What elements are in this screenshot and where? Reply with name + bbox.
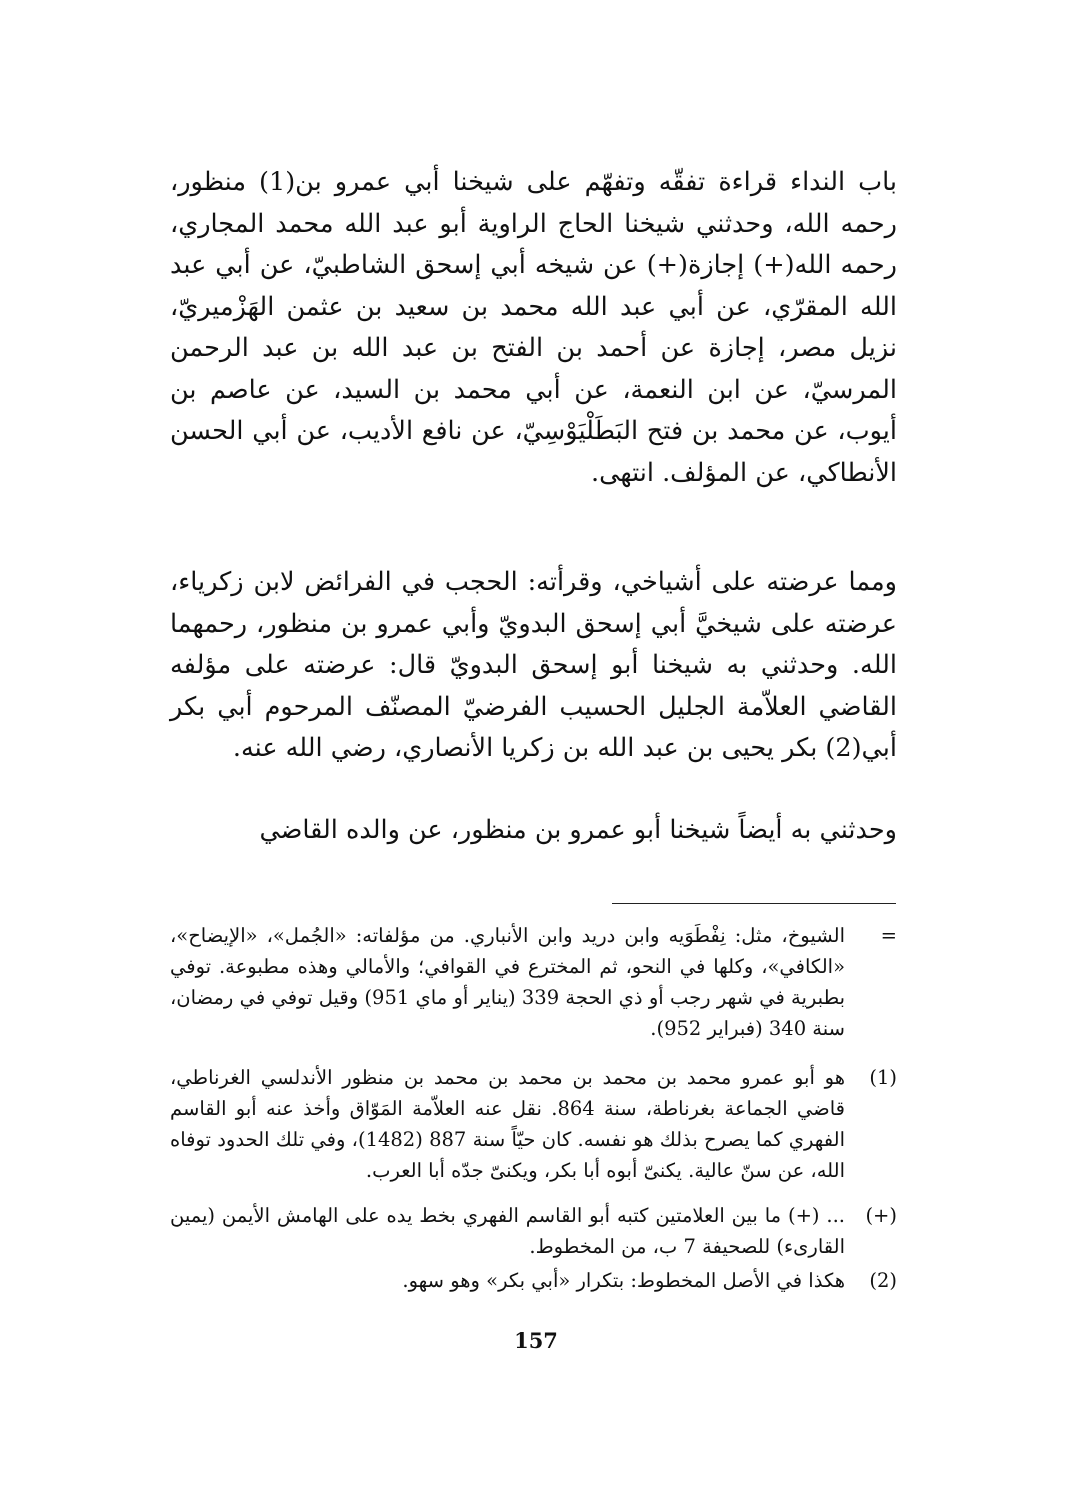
footnote-mark: (1) — [869, 1066, 897, 1089]
footnote-text: الشيوخ، مثل: نِفْطَوَيه وابن دريد وابن الأنباري. من مؤلفاته: «الجُمل»، «الإيضاح»، «الكافي»، وكلها في النحو، ثم المخترع في القوافي؛ والأمالي وهذه مطبوعة. توفي بطبرية في شهر رجب أو ذي الحجة 339 (يناير أو ماي 951) وقيل توفي في رمضان، سنة 340 (فبراير 952). — [170, 924, 845, 1040]
footnote-plus — [170, 1200, 897, 1262]
paragraph-text: ومما عرضته على أشياخي، وقرأته: الحجب في الفرائض لابن زكرياء، عرضته على شيخيَّ أبي إسحق البدويّ وأبي عمرو بن منظور، رحمهما الله. وحدثني به شيخنا أبو إسحق البدويّ قال: عرضته على مؤلفه القاضي العلاّمة الجليل الحسيب الفرضيّ المصنّف المرحوم أبي بكر أبي(2) بكر يحيى بن عبد الله بن زكريا الأنصاري، رضي الله عنه. — [170, 567, 897, 763]
footnote-text: هو أبو عمرو محمد بن محمد بن محمد بن محمد بن منظور الأندلسي الغرناطي، قاضي الجماعة بغرناطة، سنة 864. نقل عنه العلاّمة المَوّاق وأخذ عنه أبو القاسم الفهري كما يصرح بذلك هو نفسه. كان حيّاً سنة 887 (1482)، وفي تلك الحدود توفاه الله، عن سنّ عالية. يكنىّ أبوه أبا بكر، ويكنىّ جدّه أبا العرب. — [170, 1066, 846, 1182]
footnote-1 — [170, 1062, 897, 1186]
footnote-mark: = — [880, 924, 897, 947]
main-paragraph-1 — [170, 162, 897, 494]
page-number: 157 — [514, 1328, 558, 1353]
footnote-2 — [170, 1265, 897, 1296]
paragraph-text: وحدثني به أيضاً شيخنا أبو عمرو بن منظور، عن والده القاضي — [259, 815, 897, 845]
footnote-continuation — [170, 920, 897, 1044]
footnote-text: هكذا في الأصل المخطوط: بتكرار «أبي بكر» وهو سهو. — [402, 1269, 845, 1292]
footnote-separator — [612, 903, 896, 904]
footnote-text: ... (+) ما بين العلامتين كتبه أبو القاسم الفهري بخط يده على الهامش الأيمن (يمين القارىء) للصحيفة 7 ب، من المخطوط. — [170, 1204, 845, 1258]
main-paragraph-3 — [170, 810, 897, 852]
footnote-mark: (2) — [869, 1269, 897, 1292]
main-paragraph-2 — [170, 562, 897, 770]
footnote-mark: (+) — [865, 1204, 897, 1227]
paragraph-text: باب النداء قراءة تفقّه وتفهّم على شيخنا أبي عمرو بن(1) منظور، رحمه الله، وحدثني شيخنا الحاج الراوية أبو عبد الله محمد المجاري، رحمه الله(+) إجازة(+) عن شيخه أبي إسحق الشاطبيّ، عن أبي عبد الله المقرّي، عن أبي عبد الله محمد بن سعيد بن عثمن الهَزْميريّ، نزيل مصر، إجازة عن أحمد بن الفتح بن عبد الله بن عبد الرحمن المرسيّ، عن ابن النعمة، عن أبي محمد بن السيد، عن عاصم بن أيوب، عن محمد بن فتح البَطَلْيَوْسِيّ، عن نافع الأديب، عن أبي الحسن الأنطاكي، عن المؤلف. انتهى. — [170, 167, 898, 488]
